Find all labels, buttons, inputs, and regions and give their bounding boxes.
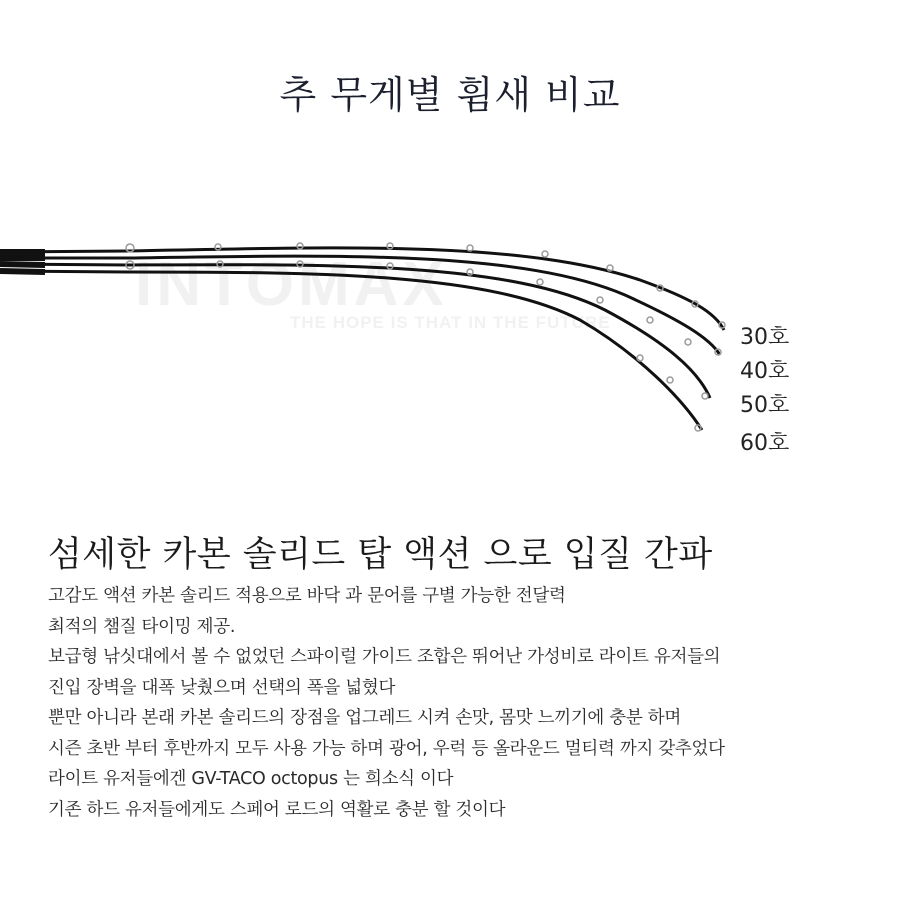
- svg-text:INTOMAX: INTOMAX: [135, 250, 448, 319]
- description-line: 라이트 유저들에겐 GV-TACO octopus 는 희소식 이다: [48, 769, 454, 789]
- weight-label-40: 40호: [740, 359, 790, 384]
- description-line: 진입 장벽을 대폭 낮췄으며 선택의 폭을 넓혔다: [48, 677, 396, 698]
- weight-label-60: 60호: [740, 431, 790, 456]
- description-line: 기존 하드 유저들에게도 스페어 로드의 역활로 충분 할 것이다: [48, 799, 506, 820]
- svg-text:THE HOPE IS THAT IN THE FUTURE: THE HOPE IS THAT IN THE FUTURE: [290, 313, 611, 332]
- description-text: [48, 581, 878, 825]
- page-title: 추 무게별 휨새 비교: [279, 73, 621, 117]
- description-line: 시즌 초반 부터 후반까지 모두 사용 가능 하며 광어, 우럭 등 올라운드 멀티력 까지 갖추었다: [48, 738, 725, 759]
- section-headline: 섬세한 카본 솔리드 탑 액션 으로 입질 간파: [48, 535, 713, 575]
- weight-label-30: 30호: [740, 325, 790, 350]
- description-line: 뿐만 아니라 본래 카본 솔리드의 장점을 업그레드 시켜 손맛, 몸맛 느끼기에 충분 하며: [48, 708, 681, 728]
- watermark-logo: [135, 250, 611, 332]
- description-line: 보급형 낚싯대에서 볼 수 없었던 스파이럴 가이드 조합은 뛰어난 가성비로 라이트 유저들의: [48, 647, 721, 667]
- description-line: 최적의 챔질 타이밍 제공.: [48, 616, 236, 637]
- description-line: 고감도 액션 카본 솔리드 적용으로 바닥 과 문어를 구별 가능한 전달력: [48, 586, 566, 606]
- weight-label-50: 50호: [740, 393, 790, 418]
